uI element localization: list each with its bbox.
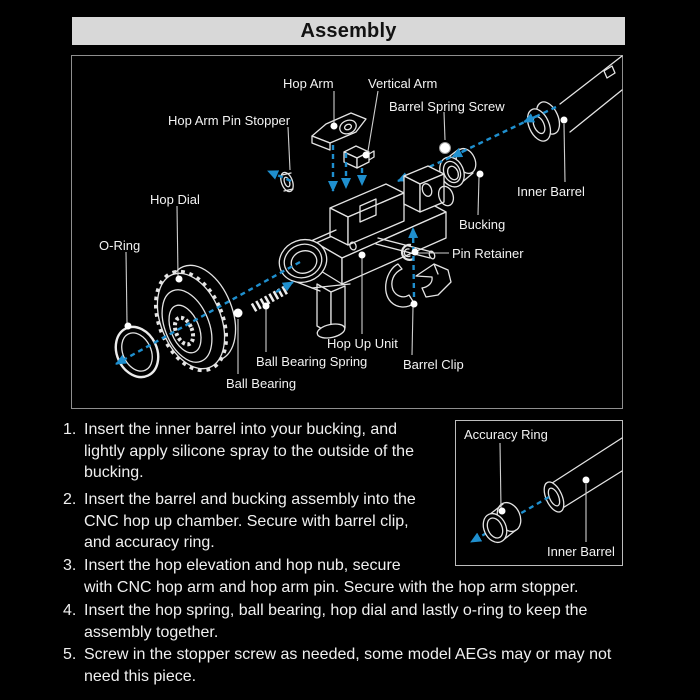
instruction-text: Insert the hop spring, ball bearing, hop dial and lastly o-ring to keep the assembly together.	[84, 602, 588, 641]
instruction-number: 2.	[63, 491, 77, 508]
label-pin-retainer: Pin Retainer	[452, 246, 524, 261]
vertical-arm-drawing	[344, 146, 374, 168]
label-barrel-clip: Barrel Clip	[403, 357, 464, 372]
instruction-item-2	[63, 489, 416, 554]
instruction-item-5	[63, 644, 611, 687]
label-bucking: Bucking	[459, 217, 506, 232]
instruction-text: Insert the hop elevation and hop nub, secure with CNC hop arm and hop arm pin. Secure with the hop arm stopper.	[84, 557, 579, 596]
label-inset-inner-barrel: Inner Barrel	[547, 544, 615, 559]
label-hop-dial: Hop Dial	[150, 192, 200, 207]
instruction-text: Screw in the stopper screw as needed, some model AEGs may or may not need this piece.	[84, 646, 612, 685]
instruction-text: Insert the barrel and bucking assembly into the CNC hop up chamber. Secure with barrel clip, and accuracy ring.	[84, 491, 416, 551]
label-ball-bearing: Ball Bearing	[226, 376, 297, 391]
barrel-clip-drawing	[386, 264, 451, 307]
hop-dial-drawing	[144, 255, 248, 378]
label-o-ring: O-Ring	[99, 238, 141, 253]
label-hop-up-unit: Hop Up Unit	[327, 336, 398, 351]
ball-bearing-drawing	[234, 309, 243, 318]
instruction-number: 4.	[63, 602, 77, 619]
instruction-number: 3.	[63, 557, 77, 574]
inset-inner-barrel-drawing	[540, 438, 622, 515]
hop-arm-drawing	[312, 113, 366, 150]
page-title: Assembly	[300, 19, 397, 42]
instruction-number: 1.	[63, 421, 77, 438]
label-ball-bearing-spring: Ball Bearing Spring	[256, 354, 368, 369]
instruction-item-4	[63, 600, 587, 643]
label-vertical-arm: Vertical Arm	[368, 76, 438, 91]
instruction-item-1	[63, 419, 414, 484]
barrel-spring-screw-drawing	[440, 143, 451, 154]
ball-bearing-spring-drawing	[253, 289, 287, 308]
o-ring-drawing	[108, 320, 166, 384]
instruction-text: Insert the inner barrel into your bucking, and lightly apply silicone spray to the outside of the bucking.	[84, 421, 414, 481]
hop-arm-pin-stopper-drawing	[278, 171, 295, 194]
instruction-number: 5.	[63, 646, 77, 663]
inner-barrel-drawing	[523, 56, 622, 145]
label-hop-arm-pin-stopper: Hop Arm Pin Stopper	[168, 113, 291, 128]
accuracy-ring-drawing	[479, 499, 525, 546]
label-inner-barrel: Inner Barrel	[517, 184, 585, 199]
label-accuracy-ring: Accuracy Ring	[464, 427, 548, 442]
instruction-item-3	[63, 555, 578, 598]
label-hop-arm: Hop Arm	[283, 76, 334, 91]
label-barrel-spring-screw: Barrel Spring Screw	[389, 99, 505, 114]
